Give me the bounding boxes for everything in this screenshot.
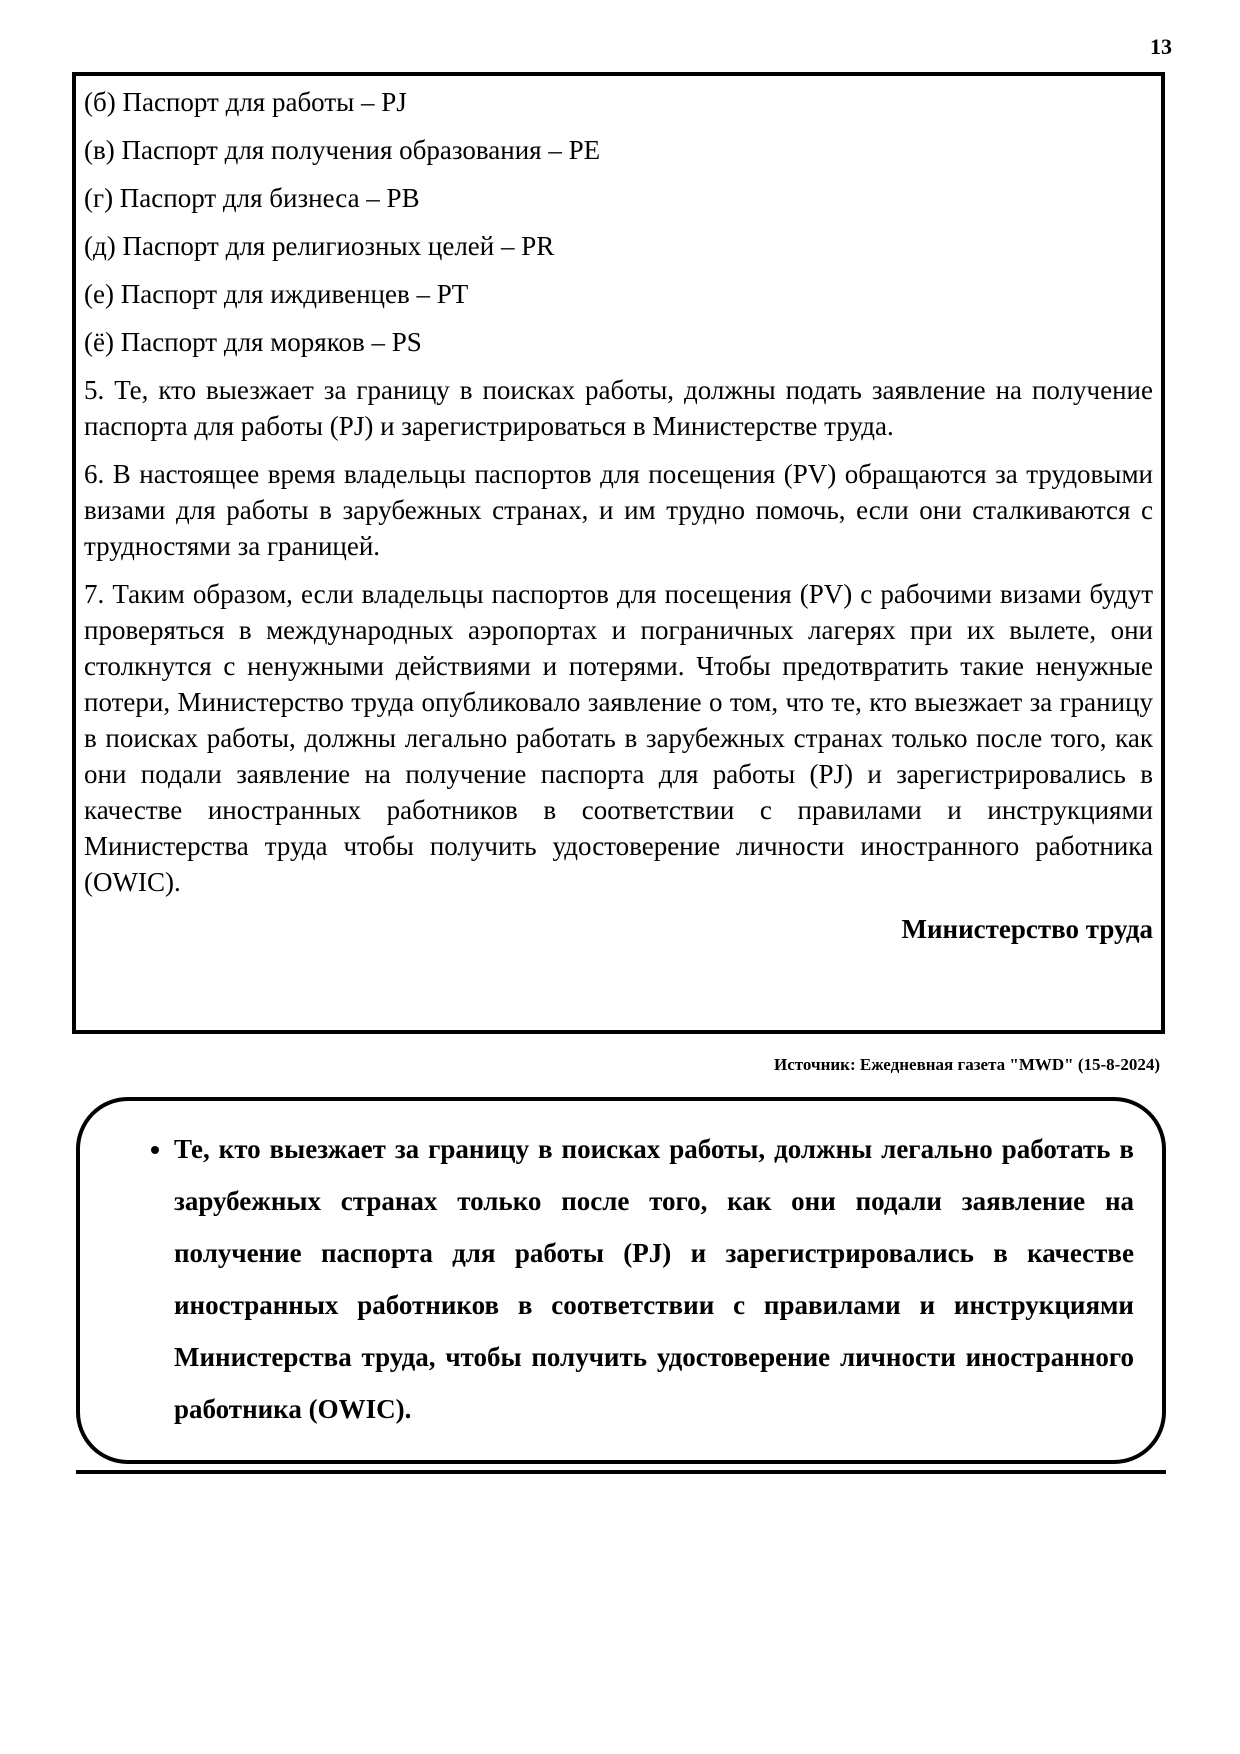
bottom-divider xyxy=(76,1470,1166,1474)
notice-paragraph-5: 5. Те, кто выезжает за границу в поисках работы, должны подать заявление на получение паспорта для работы (PJ) и зарегистрироваться в Министерстве труда. xyxy=(84,375,1153,441)
source-citation: Источник: Ежедневная газета "MWD" (15-8-2024) xyxy=(774,1055,1160,1074)
page-number: 13 xyxy=(1150,34,1172,59)
notice-box xyxy=(72,72,1165,1034)
summary-bullet: • Те, кто выезжает за границу в поисках работы, должны легально работать в зарубежных странах только после того, как они подали заявление на получение паспорта для работы (PJ) и зарегистрировались в качестве иностранных работников в соответствии с правилами и инструкциями Министерства труда, чтобы получить удостоверение личности иностранного работника (OWIC). xyxy=(174,1123,1134,1435)
passport-type-item: (г) Паспорт для бизнеса – PB xyxy=(84,183,420,213)
passport-type-item: (е) Паспорт для иждивенцев – PT xyxy=(84,279,469,309)
notice-signature: Министерство труда xyxy=(901,914,1153,944)
notice-paragraph-7: 7. Таким образом, если владельцы паспортов для посещения (PV) с рабочими визами будут проверяться в международных аэропортах и пограничных лагерях при их вылете, они столкнутся с ненужными действиями и потерями. Чтобы предотвратить такие ненужные потери, Министерство труда опубликовало заявление о том, что те, кто выезжает за границу в поисках работы, должны легально работать в зарубежных странах только после того, как они подали заявление на получение паспорта для работы (PJ) и зарегистрировались в качестве иностранных работников в соответствии с правилами и инструкциями Министерства труда чтобы получить удостоверение личности иностранного работника (OWIC). xyxy=(84,579,1153,897)
passport-type-item: (д) Паспорт для религиозных целей – PR xyxy=(84,231,555,261)
passport-type-item: (б) Паспорт для работы – PJ xyxy=(84,87,407,117)
summary-box xyxy=(76,1097,1166,1464)
passport-type-item: (в) Паспорт для получения образования – PE xyxy=(84,135,601,165)
summary-list xyxy=(136,1123,1134,1435)
notice-paragraph-6: 6. В настоящее время владельцы паспортов для посещения (PV) обращаются за трудовыми визами для работы в зарубежных странах, и им трудно помочь, если они сталкиваются с трудностями за границей. xyxy=(84,459,1153,561)
passport-type-item: (ё) Паспорт для моряков – PS xyxy=(84,327,422,357)
